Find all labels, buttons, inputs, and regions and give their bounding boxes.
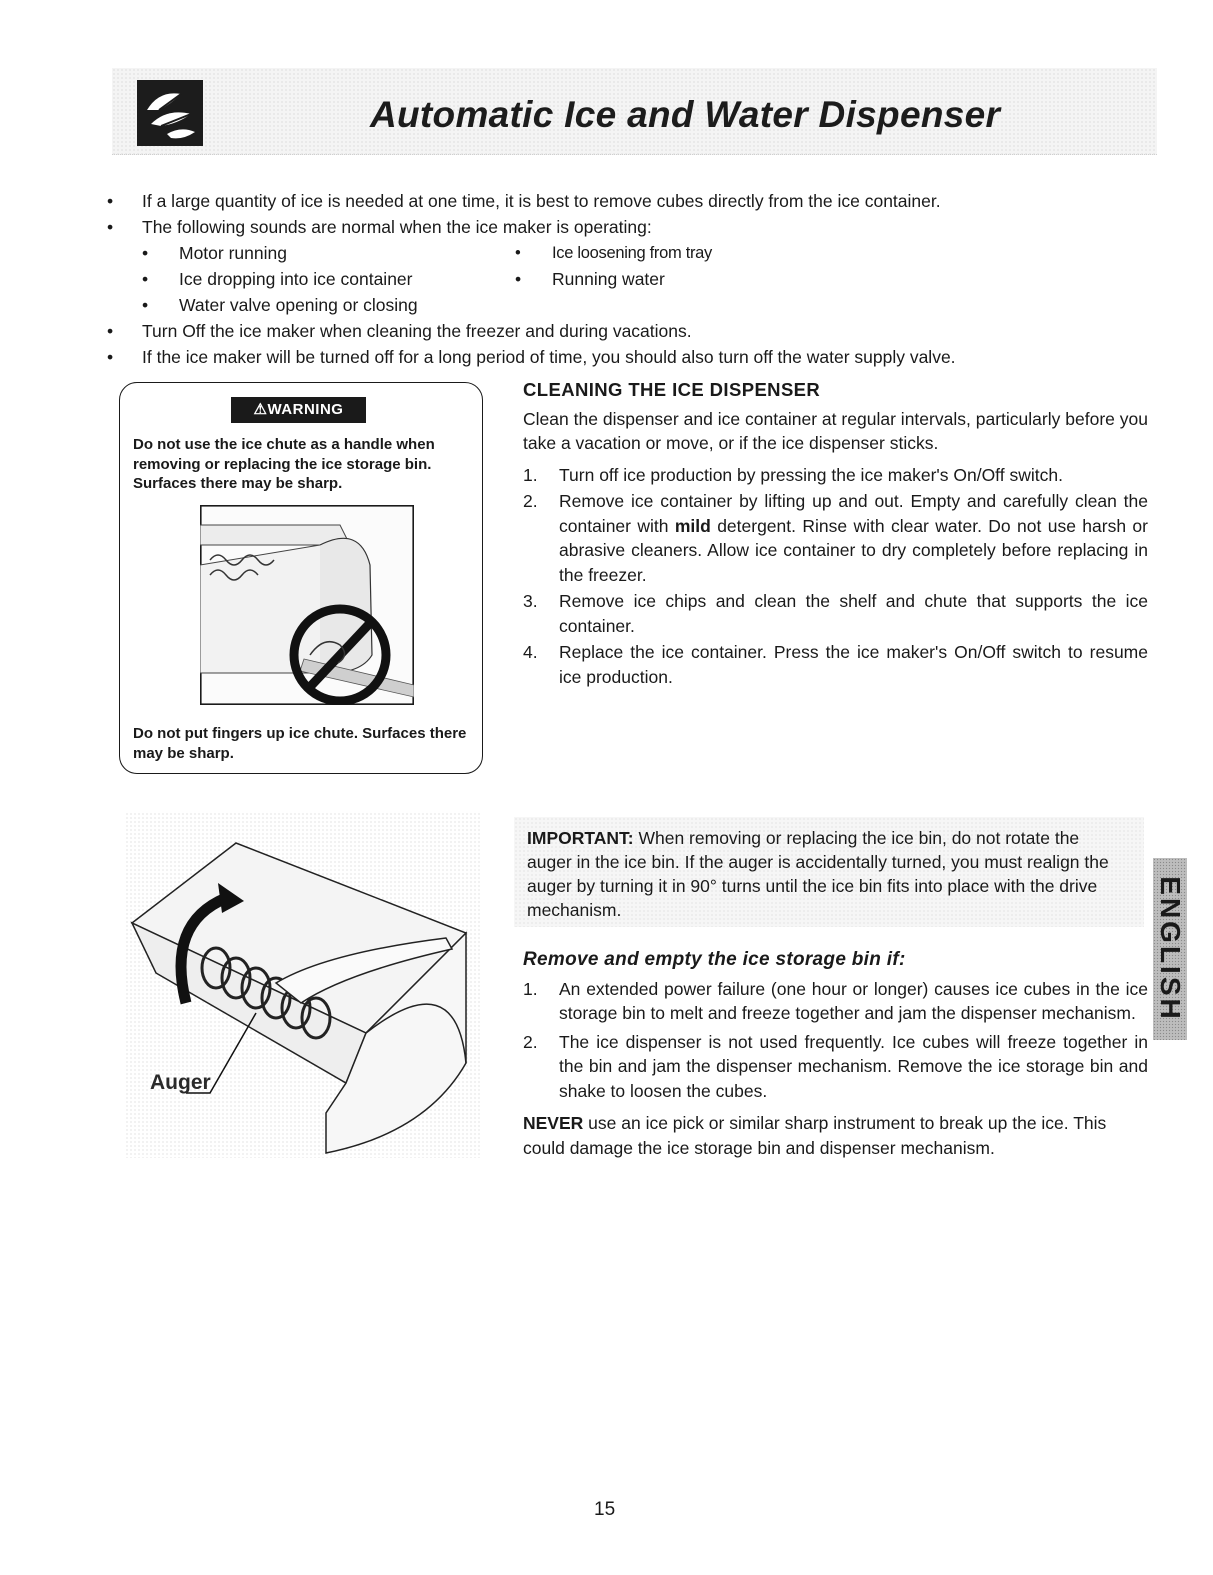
warning-badge: ⚠WARNING: [231, 397, 366, 423]
never-note: NEVER use an ice pick or similar sharp instrument to break up the ice. This could damage the ice storage bin and dispenser mechanism.: [523, 1113, 1107, 1158]
language-tab-label: ENGLISH: [1155, 876, 1186, 1022]
sub-list-item: • Water valve opening or closing: [142, 292, 1180, 318]
sub-list-row: [142, 240, 1180, 266]
sub-list-item: • Ice loosening from tray: [515, 240, 912, 266]
list-item: 3. Remove ice chips and clean the shelf and chute that supports the ice container.: [523, 591, 1148, 636]
list-item: 2. Remove ice container by lifting up and out. Empty and carefully clean the container with mild detergent. Rinse with clear water. Do not use harsh or abrasive cleaners. Allow ice container to dry completely before replacing in the freezer.: [523, 491, 1148, 585]
list-item: 1. Turn off ice production by pressing the ice maker's On/Off switch.: [523, 464, 1063, 485]
important-body: When removing or replacing the ice bin, do not rotate the auger in the ice bin. If the auger is accidentally turned, you must realign the auger by turning it in 90° turns until the ice bin fits into place with the drive mechanism.: [527, 828, 1109, 920]
ice-chute-illustration: [200, 505, 414, 705]
section-intro: Clean the dispenser and ice container at regular intervals, particularly before you take a vacation or move, or if the ice dispenser sticks.: [523, 408, 1148, 453]
list-item: 4. Replace the ice container. Press the ice maker's On/Off switch to resume ice production.: [523, 642, 1148, 687]
important-label: IMPORTANT:: [527, 828, 634, 848]
remove-section: [523, 948, 1148, 1160]
cleaning-section: [523, 378, 1148, 691]
list-item: 2. The ice dispenser is not used frequently. Ice cubes will freeze together in the bin and jam the dispenser mechanism. Remove the ice storage bin and shake to loosen the cubes.: [523, 1031, 1148, 1101]
sub-list-item: • Running water: [515, 266, 912, 292]
sub-list-item: • Ice dropping into ice container: [142, 266, 515, 292]
list-item: • If the ice maker will be turned off for a long period of time, you should also turn off the water supply valve.: [100, 344, 1180, 370]
auger-illustration: [126, 813, 480, 1158]
list-item: 1. An extended power failure (one hour or longer) causes ice cubes in the ice storage bin to melt and freeze together and jam the dispenser mechanism.: [523, 978, 1148, 1023]
warning-text: Do not use the ice chute as a handle when removing or replacing the ice storage bin. Surfaces there may be sharp.: [133, 436, 435, 492]
intro-list: [100, 188, 1180, 370]
warning-triangle-icon: ⚠: [253, 401, 268, 418]
never-label: NEVER: [523, 1113, 584, 1133]
warning-text: Do not put fingers up ice chute. Surfaces there may be sharp.: [133, 725, 467, 762]
list-item: [100, 214, 1180, 318]
list-item: • If a large quantity of ice is needed at one time, it is best to remove cubes directly from the ice container.: [100, 188, 1180, 214]
section-heading: Remove and empty the ice storage bin if:: [523, 949, 906, 970]
sub-list-item: • Motor running: [142, 240, 515, 266]
page-number: 15: [594, 1499, 616, 1520]
sub-list-row: [142, 266, 1180, 292]
section-heading: CLEANING THE ICE DISPENSER: [523, 379, 821, 400]
page-title: Automatic Ice and Water Dispenser: [370, 94, 1001, 135]
important-text: [527, 826, 1127, 922]
emphasis: mild: [674, 515, 711, 536]
auger-label: Auger: [150, 1071, 211, 1094]
ice-cubes-icon: [137, 80, 203, 146]
list-item-text: The following sounds are normal when the ice maker is operating:: [142, 217, 652, 237]
list-item: • Turn Off the ice maker when cleaning the freezer and during vacations.: [100, 318, 1180, 344]
